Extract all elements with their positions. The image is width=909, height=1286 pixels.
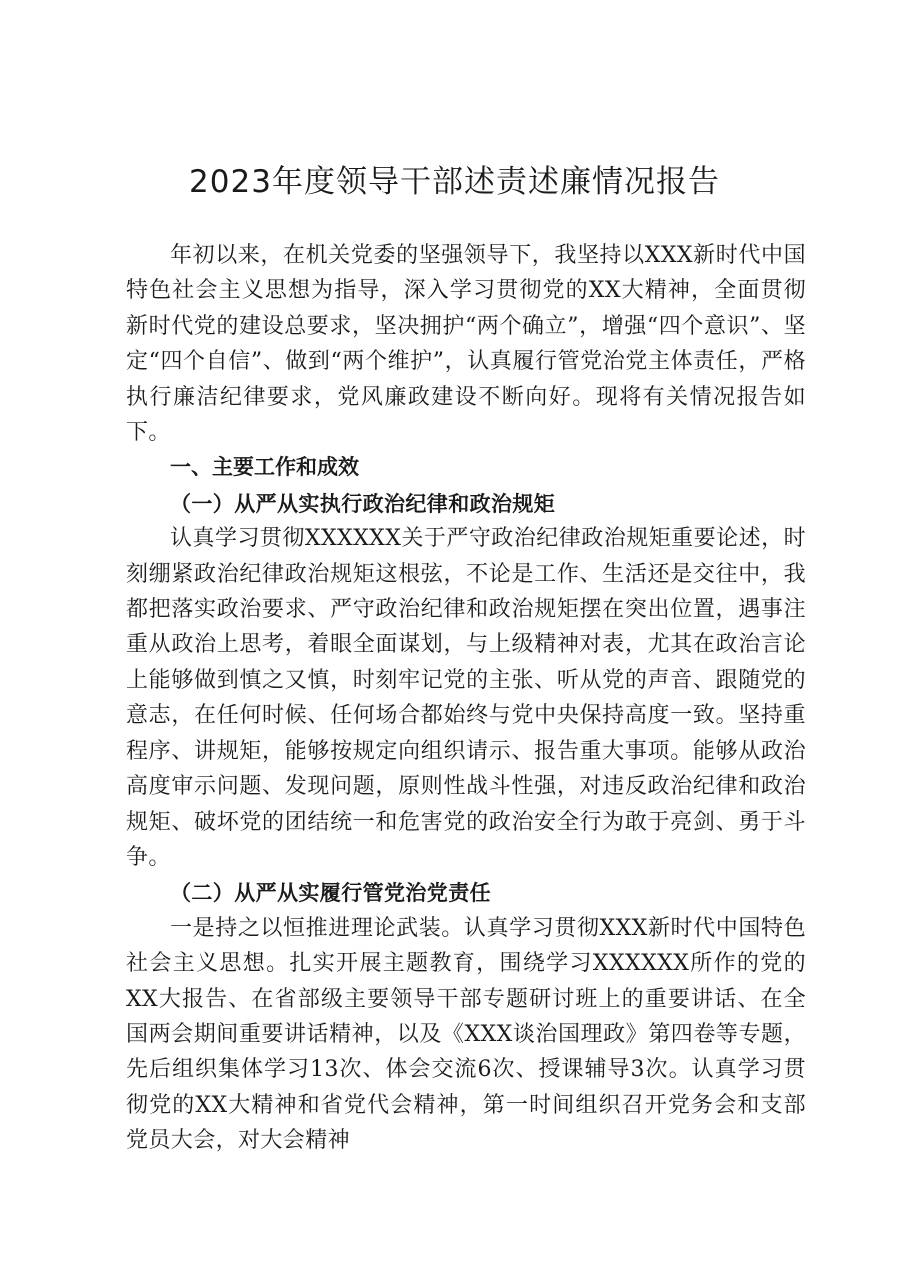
subsection-heading: （二）从严从实履行管党治党责任 [170,880,491,906]
body-paragraph: 一是持之以恒推进理论武装。认真学习贯彻XXX新时代中国特色社会主义思想。扎实开展主题教育，围绕学习XXXXXX所作的党的XX大报告、在省部级主要领导干部专题研讨班上的重要讲话、在全国两会期间重要讲话精神，以及《XXX谈治国理政》第四卷等专题，先后组织集体学习13次、体会交流6次、授课辅导3次。认真学习贯彻党的XX大精神和省党代会精神，第一时间组织召开党务会和支部党员大会，对大会精神 [126,915,806,1154]
document-title: 2023年度领导干部述责述廉情况报告 [189,164,720,200]
section-heading: 一、主要工作和成效 [170,455,359,480]
body-paragraph: 认真学习贯彻XXXXXX关于严守政治纪律政治规矩重要论述，时刻绷紧政治纪律政治规矩这根弦，不论是工作、生活还是交往中，我都把落实政治要求、严守政治纪律和政治规矩摆在突出位置，遇事注重从政治上思考，着眼全面谋划，与上级精神对表，尤其在政治言论上能够做到慎之又慎，时刻牢记党的主张、听从党的声音、跟随党的意志，在任何时候、任何场合都始终与党中央保持高度一致。坚持重程序、讲规矩，能够按规定向组织请示、报告重大事项。能够从政治高度审示问题、发现问题，原则性战斗性强，对违反政治纪律和政治规矩、破坏党的团结统一和危害党的政治安全行为敢于亮剑、勇于斗争。 [126,526,806,870]
document-body [126,238,806,1159]
subsection-heading: （一）从严从实执行政治纪律和政治规矩 [170,490,556,516]
intro-paragraph: 年初以来，在机关党委的坚强领导下，我坚持以XXX新时代中国特色社会主义思想为指导，深入学习贯彻党的XX大精神，全面贯彻新时代党的建设总要求，坚决拥护“两个确立”，增强“四个意识”、坚定“四个自信”、做到“两个维护”，认真履行管党治党主体责任，严格执行廉洁纪律要求，党风廉政建设不断向好。现将有关情况报告如下。 [126,243,806,446]
